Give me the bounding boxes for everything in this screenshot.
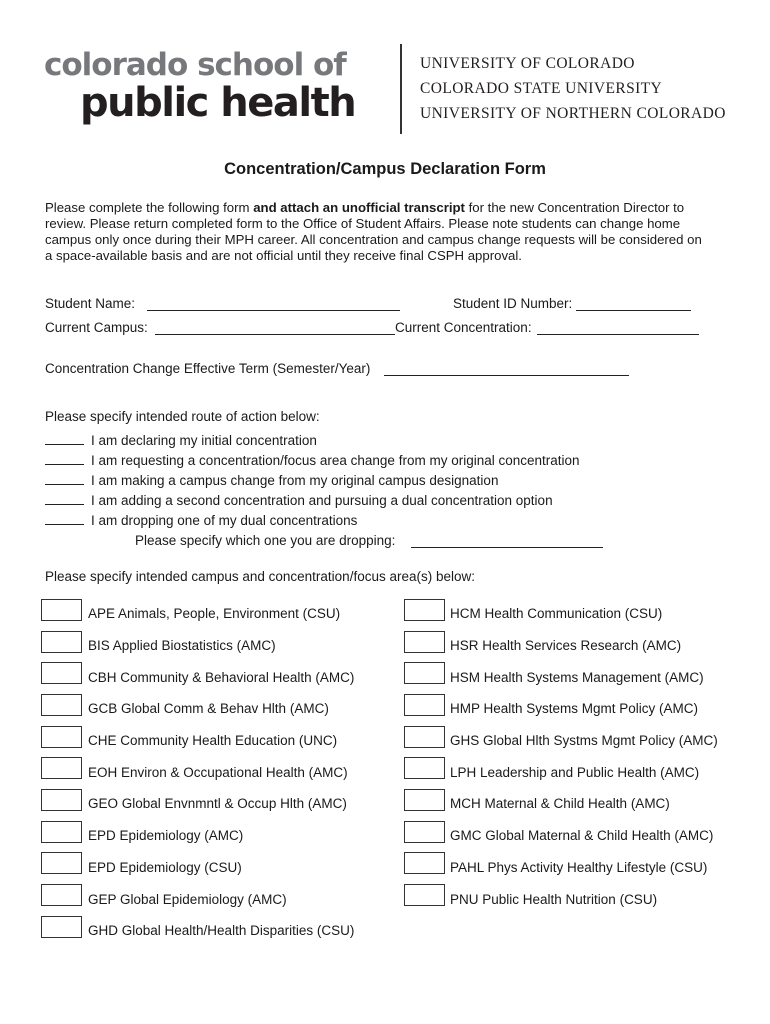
route-option-initial[interactable] xyxy=(45,433,317,448)
checkbox-hmp[interactable] xyxy=(404,694,445,716)
checkbox-hcm[interactable] xyxy=(404,599,445,621)
option-eoh: EOH Environ & Occupational Health (AMC) xyxy=(88,765,348,780)
option-pnu: PNU Public Health Nutrition (CSU) xyxy=(450,892,658,907)
checkbox-mch[interactable] xyxy=(404,789,445,811)
intro-paragraph xyxy=(45,200,705,264)
route-blank[interactable] xyxy=(45,444,84,445)
checkbox-che[interactable] xyxy=(41,726,82,748)
checkbox-cbh[interactable] xyxy=(41,662,82,684)
route-option-label: I am adding a second concentration and pursuing a dual concentration option xyxy=(91,493,553,508)
option-hmp: HMP Health Systems Mgmt Policy (AMC) xyxy=(450,701,699,716)
logo-line-1: colorado school of xyxy=(44,47,346,83)
option-hcm: HCM Health Communication (CSU) xyxy=(450,606,663,621)
intro-text-bold: and attach an unofficial transcript xyxy=(253,200,465,215)
student-id-field[interactable] xyxy=(576,310,691,311)
current-campus-field[interactable] xyxy=(155,334,395,335)
option-hsm: HSM Health Systems Management (AMC) xyxy=(450,670,704,685)
header-divider xyxy=(400,44,402,134)
checkbox-ghs[interactable] xyxy=(404,726,445,748)
checkbox-geo[interactable] xyxy=(41,789,82,811)
university-line-2: COLORADO STATE UNIVERSITY xyxy=(420,80,663,97)
option-ghs: GHS Global Hlth Systms Mgmt Policy (AMC) xyxy=(450,733,718,748)
route-heading: Please specify intended route of action below: xyxy=(45,409,320,424)
option-mch: MCH Maternal & Child Health (AMC) xyxy=(450,796,670,811)
option-epd-amc: EPD Epidemiology (AMC) xyxy=(88,828,244,843)
dropping-prompt: Please specify which one you are dropping: xyxy=(135,533,396,548)
student-id-label: Student ID Number: xyxy=(453,296,573,311)
option-ghd: GHD Global Health/Health Disparities (CSU) xyxy=(88,923,355,938)
option-geo: GEO Global Envnmntl & Occup Hlth (AMC) xyxy=(88,796,347,811)
checkbox-ghd[interactable] xyxy=(41,916,82,938)
route-blank[interactable] xyxy=(45,504,84,505)
checkbox-bis[interactable] xyxy=(41,631,82,653)
checkbox-pahl[interactable] xyxy=(404,852,445,874)
route-option-label: I am making a campus change from my original campus designation xyxy=(91,473,499,488)
intro-text-start: Please complete the following form xyxy=(45,200,254,215)
route-option-dual-drop[interactable] xyxy=(45,513,357,528)
checkbox-eoh[interactable] xyxy=(41,757,82,779)
university-line-1: UNIVERSITY OF COLORADO xyxy=(420,55,635,72)
option-epd-csu: EPD Epidemiology (CSU) xyxy=(88,860,242,875)
option-che: CHE Community Health Education (UNC) xyxy=(88,733,338,748)
route-blank[interactable] xyxy=(45,484,84,485)
campus-heading: Please specify intended campus and concentration/focus area(s) below: xyxy=(45,569,475,584)
checkbox-gep[interactable] xyxy=(41,884,82,906)
route-option-dual-add[interactable] xyxy=(45,493,553,508)
route-blank[interactable] xyxy=(45,524,84,525)
option-lph: LPH Leadership and Public Health (AMC) xyxy=(450,765,700,780)
option-hsr: HSR Health Services Research (AMC) xyxy=(450,638,682,653)
option-bis: BIS Applied Biostatistics (AMC) xyxy=(88,638,276,653)
checkbox-epd-amc[interactable] xyxy=(41,821,82,843)
checkbox-gmc[interactable] xyxy=(404,821,445,843)
effective-term-field[interactable] xyxy=(384,375,629,376)
route-option-label: I am requesting a concentration/focus area change from my original concentration xyxy=(91,453,580,468)
checkbox-epd-csu[interactable] xyxy=(41,852,82,874)
checkbox-gcb[interactable] xyxy=(41,694,82,716)
checkbox-lph[interactable] xyxy=(404,757,445,779)
logo-line-2: public health xyxy=(80,80,356,126)
current-campus-label: Current Campus: xyxy=(45,320,148,335)
intro-text-end: for the new Concentration Director to review. Please return completed form to the Office of Student Affairs. Please note students can change home campus only once during their MPH career. All concentration and campus change requests will be considered on a space-available basis and are not official until they receive final CSPH approval. xyxy=(45,200,702,263)
option-ape: APE Animals, People, Environment (CSU) xyxy=(88,606,341,621)
route-option-label: I am declaring my initial concentration xyxy=(91,433,317,448)
option-gcb: GCB Global Comm & Behav Hlth (AMC) xyxy=(88,701,329,716)
current-concentration-field[interactable] xyxy=(537,334,699,335)
option-gep: GEP Global Epidemiology (AMC) xyxy=(88,892,287,907)
route-option-campus-change[interactable] xyxy=(45,473,498,488)
route-blank[interactable] xyxy=(45,464,84,465)
effective-term-label: Concentration Change Effective Term (Semester/Year) xyxy=(45,361,371,376)
student-name-label: Student Name: xyxy=(45,296,136,311)
dropping-field[interactable] xyxy=(411,547,603,548)
route-option-concentration-change[interactable] xyxy=(45,453,580,468)
university-line-3: UNIVERSITY OF NORTHERN COLORADO xyxy=(420,105,726,122)
student-name-field[interactable] xyxy=(147,310,400,311)
current-concentration-label: Current Concentration: xyxy=(395,320,532,335)
checkbox-pnu[interactable] xyxy=(404,884,445,906)
option-cbh: CBH Community & Behavioral Health (AMC) xyxy=(88,670,355,685)
checkbox-ape[interactable] xyxy=(41,599,82,621)
route-option-label: I am dropping one of my dual concentrations xyxy=(91,513,358,528)
form-title: Concentration/Campus Declaration Form xyxy=(224,160,546,178)
checkbox-hsr[interactable] xyxy=(404,631,445,653)
option-gmc: GMC Global Maternal & Child Health (AMC) xyxy=(450,828,714,843)
option-pahl: PAHL Phys Activity Healthy Lifestyle (CSU) xyxy=(450,860,708,875)
checkbox-hsm[interactable] xyxy=(404,662,445,684)
